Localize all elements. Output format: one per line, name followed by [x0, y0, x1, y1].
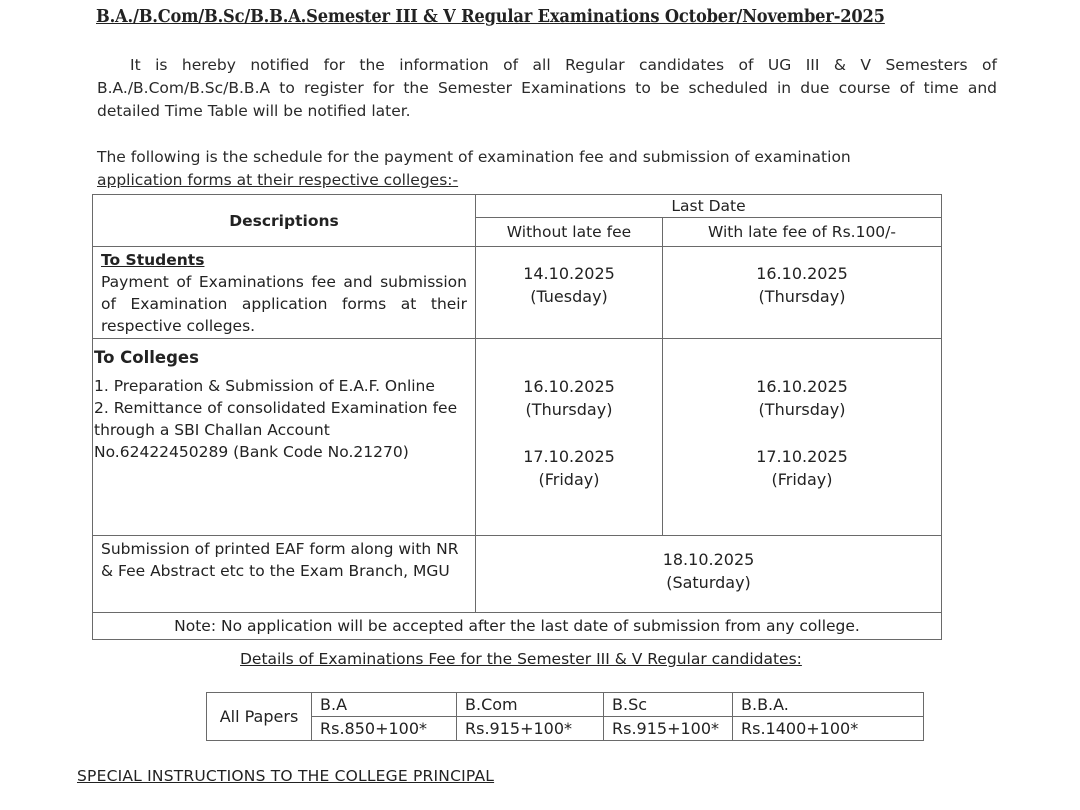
- day-value: (Thursday): [758, 287, 846, 306]
- header-descriptions: Descriptions: [93, 195, 476, 247]
- day-value: (Thursday): [758, 400, 846, 419]
- date-value: 16.10.2025: [756, 264, 848, 283]
- fee-section-heading: Details of Examinations Fee for the Semester III & V Regular candidates:: [240, 650, 802, 668]
- fee-table: [206, 692, 924, 741]
- schedule-table: [92, 194, 942, 640]
- day-value: (Saturday): [666, 573, 751, 592]
- schedule-header-row: [93, 195, 942, 218]
- course-name: B.Com: [457, 693, 604, 717]
- printed-eaf-date: [476, 536, 942, 613]
- day-value: (Friday): [538, 470, 600, 489]
- table-row-students: [93, 247, 942, 339]
- colleges-without-late-fee: [476, 339, 663, 536]
- date-value: 17.10.2025: [756, 447, 848, 466]
- note-text: Note: No application will be accepted after the last date of submission from any college.: [93, 613, 942, 640]
- day-value: (Friday): [771, 470, 833, 489]
- students-without-late-fee: [476, 247, 663, 339]
- header-with-late-fee: With late fee of Rs.100/-: [663, 218, 942, 247]
- day-value: (Tuesday): [530, 287, 608, 306]
- table-row-note: [93, 613, 942, 640]
- course-fee: Rs.915+100*: [457, 717, 604, 741]
- course-name: B.Sc: [604, 693, 733, 717]
- students-text: Payment of Examinations fee and submission of Examination application forms at their respective colleges.: [101, 273, 467, 335]
- fee-course-row: [207, 693, 924, 717]
- fee-amount-row: [207, 717, 924, 741]
- students-heading: To Students: [101, 251, 205, 269]
- schedule-intro-line1: The following is the schedule for the payment of examination fee and submission of examination: [97, 148, 851, 166]
- colleges-item-1: 1. Preparation & Submission of E.A.F. Online: [94, 377, 435, 395]
- course-fee: Rs.915+100*: [604, 717, 733, 741]
- printed-eaf-description: Submission of printed EAF form along with NR & Fee Abstract etc to the Exam Branch, MGU: [93, 536, 476, 613]
- date-value: 16.10.2025: [756, 377, 848, 396]
- special-instructions-heading: SPECIAL INSTRUCTIONS TO THE COLLEGE PRINCIPAL: [77, 767, 495, 785]
- fee-row-label: All Papers: [207, 693, 312, 741]
- day-value: (Thursday): [525, 400, 613, 419]
- table-row-colleges: [93, 339, 942, 536]
- page-title: B.A./B.Com/B.Sc/B.B.A.Semester III & V Regular Examinations October/November-2025: [96, 7, 885, 27]
- intro-paragraph: It is hereby notified for the information of all Regular candidates of UG III & V Semesters of B.A./B.Com/B.Sc/B.B.A to register for the Semester Examinations to be scheduled in due course of time and detailed Time Table will be notified later.: [97, 56, 997, 120]
- colleges-description: [93, 339, 476, 536]
- schedule-intro: [97, 146, 997, 192]
- course-fee: Rs.850+100*: [312, 717, 457, 741]
- schedule-intro-line2: application forms at their respective colleges:-: [97, 171, 459, 189]
- students-with-late-fee: [663, 247, 942, 339]
- date-value: 17.10.2025: [523, 447, 615, 466]
- date-value: 16.10.2025: [523, 377, 615, 396]
- colleges-with-late-fee: [663, 339, 942, 536]
- colleges-item-2: 2. Remittance of consolidated Examination fee through a SBI Challan Account No.62422450289 (Bank Code No.21270): [94, 399, 458, 461]
- table-row-printed-eaf: [93, 536, 942, 613]
- course-name: B.B.A.: [733, 693, 924, 717]
- course-name: B.A: [312, 693, 457, 717]
- colleges-heading: To Colleges: [94, 348, 199, 367]
- header-last-date: Last Date: [476, 195, 942, 218]
- course-fee: Rs.1400+100*: [733, 717, 924, 741]
- students-description: [93, 247, 476, 339]
- date-value: 14.10.2025: [523, 264, 615, 283]
- date-value: 18.10.2025: [662, 550, 755, 569]
- header-without-late-fee: Without late fee: [476, 218, 663, 247]
